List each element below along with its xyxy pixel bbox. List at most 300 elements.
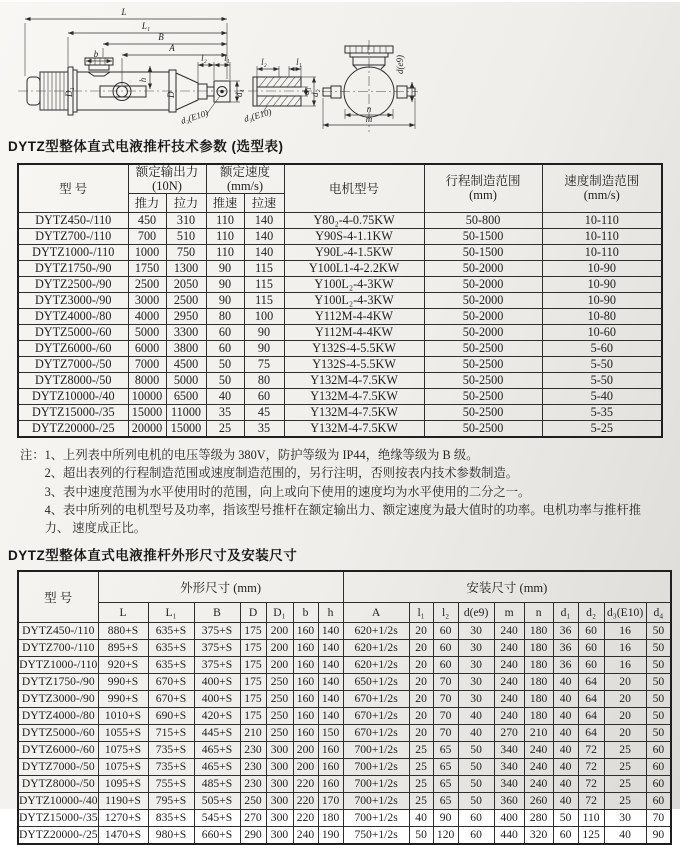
table-cell: Y90L-4-1.5KW <box>284 244 424 260</box>
table-cell: 70 <box>433 673 458 690</box>
table-row <box>18 639 671 656</box>
table-cell: 660+S <box>194 826 240 844</box>
table-cell: 180 <box>524 673 553 690</box>
table-cell: 200 <box>266 622 293 639</box>
col-header-push-force: 推力 <box>128 193 166 212</box>
table-cell: DYTZ10000-/40 <box>18 388 128 404</box>
table-row <box>18 308 662 324</box>
column-header: d₄ <box>646 602 671 622</box>
table-cell: 175 <box>240 639 266 656</box>
table-cell: Y90S-4-1.1KW <box>284 228 424 244</box>
table-cell: 160 <box>293 622 318 639</box>
table-cell: 300 <box>266 792 293 809</box>
table-cell: 40 <box>553 758 578 775</box>
col-header-speed-range-unit: (mm/s) <box>583 188 620 203</box>
table-row <box>18 826 671 844</box>
table-cell: 160 <box>293 707 318 724</box>
table-cell: 735+S <box>148 741 194 758</box>
note-item-2: 2、超出表列的行程制造范围或速度制造范围的，另行注明，否则按表内技术参数制造。 <box>44 466 519 481</box>
table-cell: 36 <box>553 622 578 639</box>
table-cell: 90 <box>646 826 671 844</box>
table-cell: 30 <box>458 639 494 656</box>
table-cell: 50 <box>646 724 671 741</box>
table-cell: 485+S <box>194 775 240 792</box>
table-cell: 50 <box>458 775 494 792</box>
table-cell: 230 <box>240 758 266 775</box>
table-cell: 200 <box>266 656 293 673</box>
table-row <box>18 792 671 809</box>
table-cell: 175 <box>240 707 266 724</box>
table-cell: 110 <box>206 244 244 260</box>
table-cell: 180 <box>524 656 553 673</box>
table-cell: 5-40 <box>542 388 662 404</box>
table-cell: 50 <box>458 792 494 809</box>
table-cell: 40 <box>553 792 578 809</box>
table-cell: 60 <box>244 388 284 404</box>
table-cell: DYTZ5000-/60 <box>18 324 128 340</box>
table-row <box>18 372 662 388</box>
dim-label-m: m <box>365 114 373 124</box>
table-cell: 50 <box>646 639 671 656</box>
table-cell: 25 <box>604 792 646 809</box>
table-cell: 20 <box>604 707 646 724</box>
table-cell: 10-110 <box>542 228 662 244</box>
dim-label-d3: d₃(E10) <box>179 107 210 126</box>
column-header: d₃(E10) <box>604 602 646 622</box>
table-cell: Y112M-4-4KW <box>284 308 424 324</box>
table-cell: 3000 <box>128 292 166 308</box>
table-cell: 65 <box>433 758 458 775</box>
table-cell: 375+S <box>194 622 240 639</box>
table-cell: 220 <box>293 775 318 792</box>
table-cell: 140 <box>318 690 343 707</box>
table-cell: 210 <box>524 724 553 741</box>
table-cell: 700+1/2s <box>343 792 409 809</box>
table-cell: 835+S <box>148 809 194 826</box>
table-cell: 400+S <box>194 673 240 690</box>
col-header-output-force <box>128 164 206 194</box>
table-cell: 115 <box>244 292 284 308</box>
table-cell: 3300 <box>166 324 206 340</box>
table-cell: 50 <box>646 656 671 673</box>
dimension-table <box>17 570 672 845</box>
table-cell: 10-90 <box>542 276 662 292</box>
table-cell: DYTZ4000-/80 <box>18 308 128 324</box>
table-cell: 60 <box>646 792 671 809</box>
table-cell: 240 <box>494 690 524 707</box>
table-cell: 240 <box>494 707 524 724</box>
col-header-model: 型 号 <box>18 164 128 213</box>
table-cell: 60 <box>553 826 578 844</box>
table-cell: 180 <box>318 809 343 826</box>
table-cell: 310 <box>166 212 206 228</box>
technical-drawing <box>0 2 680 135</box>
table-cell: 6000 <box>128 340 166 356</box>
col-header-rated-speed-unit: (mm/s) <box>226 178 264 193</box>
table-cell: 11000 <box>166 404 206 420</box>
table-cell: 110 <box>206 212 244 228</box>
table-cell: 260 <box>524 792 553 809</box>
table-cell: DYTZ3000-/90 <box>18 292 128 308</box>
table-cell: 20 <box>409 622 433 639</box>
table-cell: 300 <box>266 809 293 826</box>
table-cell: 160 <box>318 775 343 792</box>
table-cell: 40 <box>553 724 578 741</box>
table-cell: 64 <box>578 690 604 707</box>
table-cell: 35 <box>244 420 284 437</box>
table-cell: 40 <box>553 775 578 792</box>
table-cell: 70 <box>433 690 458 707</box>
table-cell: 50 <box>458 741 494 758</box>
col-header-install-dims: 安装尺寸 (mm) <box>343 571 671 603</box>
table-cell: DYTZ6000-/60 <box>18 741 98 758</box>
table-cell: 120 <box>433 826 458 844</box>
table-cell: Y132M-4-7.5KW <box>284 372 424 388</box>
table-cell: 5-50 <box>542 356 662 372</box>
table-cell: 90 <box>206 276 244 292</box>
table-row <box>18 292 662 308</box>
col-header-rated-speed-text: 额定速度 <box>220 164 271 179</box>
table-cell: 140 <box>318 707 343 724</box>
table-cell: 270 <box>494 724 524 741</box>
column-header: L <box>98 602 148 622</box>
table-cell: 220 <box>293 792 318 809</box>
table-cell: DYTZ2500-/90 <box>18 276 128 292</box>
table-cell: 735+S <box>148 758 194 775</box>
table-cell: 50-1500 <box>424 244 542 260</box>
table-cell: 140 <box>244 244 284 260</box>
column-header: l₂ <box>433 602 458 622</box>
table-cell: 620+1/2s <box>343 622 409 639</box>
table-cell: 620+1/2s <box>343 639 409 656</box>
table-cell: 670+1/2s <box>343 724 409 741</box>
dim-label-l1: l₁ <box>224 53 230 63</box>
table-row <box>18 212 662 228</box>
dim-label-A: A <box>169 43 175 53</box>
col-header-speed-range <box>542 164 662 213</box>
table-cell: 1055+S <box>98 724 148 741</box>
dim-label-B: B <box>158 32 164 42</box>
side-view <box>18 7 244 126</box>
table-cell: 50-2500 <box>424 404 542 420</box>
table-cell: 1190+S <box>98 792 148 809</box>
table-cell: 200 <box>293 758 318 775</box>
table-cell: 70 <box>433 724 458 741</box>
table-cell: 40 <box>553 690 578 707</box>
table-cell: 20 <box>409 690 433 707</box>
table-cell: 40 <box>553 673 578 690</box>
dim-label-n: n <box>366 104 372 114</box>
table-cell: 715+S <box>148 724 194 741</box>
table-cell: 465+S <box>194 741 240 758</box>
table-cell: 160 <box>293 673 318 690</box>
table-cell: 50-2500 <box>424 420 542 437</box>
table-cell: 2950 <box>166 308 206 324</box>
column-header: l₁ <box>409 602 433 622</box>
table-cell: 1000 <box>128 244 166 260</box>
table-cell: 50 <box>409 826 433 844</box>
table-cell: 1470+S <box>98 826 148 844</box>
notes-items <box>45 446 657 538</box>
table-cell: 7000 <box>128 356 166 372</box>
table-cell: 700+1/2s <box>343 741 409 758</box>
table-cell: DYTZ15000-/35 <box>19 811 98 825</box>
table-cell: 250 <box>240 792 266 809</box>
table-row <box>18 420 662 437</box>
table-cell: 250 <box>266 673 293 690</box>
dim-label-D: D <box>166 91 176 98</box>
table-cell: 920+S <box>98 656 148 673</box>
table-cell: 75 <box>244 356 284 372</box>
table-cell: 750+1/2s <box>343 826 409 844</box>
table-cell: 50-2000 <box>424 324 542 340</box>
table-cell: 50-2500 <box>424 372 542 388</box>
table-cell: 140 <box>318 656 343 673</box>
table-cell: 30 <box>458 622 494 639</box>
table-cell: 30 <box>458 656 494 673</box>
table-cell: 10-60 <box>542 324 662 340</box>
table-cell: 545+S <box>194 809 240 826</box>
table-cell: 100 <box>244 308 284 324</box>
table-cell: 8000 <box>128 372 166 388</box>
table-cell: 3800 <box>166 340 206 356</box>
table-cell: 980+S <box>148 826 194 844</box>
table-cell: 64 <box>578 673 604 690</box>
column-header: L₁ <box>148 602 194 622</box>
table-cell: 650+1/2s <box>343 673 409 690</box>
table-cell: 30 <box>604 809 646 826</box>
dim-label-D1: D₁ <box>64 87 74 97</box>
dim-label-de9: d(e9) <box>395 55 405 74</box>
dim-label-fork-l2: l₂ <box>261 57 267 67</box>
table-cell: 64 <box>578 707 604 724</box>
table-cell: 300 <box>266 741 293 758</box>
table-cell: 635+S <box>148 639 194 656</box>
table-cell: 20000 <box>128 420 166 437</box>
table-cell: 700 <box>128 228 166 244</box>
document-page <box>0 2 680 842</box>
table-cell: 175 <box>240 656 266 673</box>
table-cell: 505+S <box>194 792 240 809</box>
column-header: b <box>293 602 318 622</box>
end-view <box>322 40 418 132</box>
table-cell: 635+S <box>148 622 194 639</box>
table-cell: 1750 <box>128 260 166 276</box>
table-cell: 340 <box>494 758 524 775</box>
table-cell: 20 <box>409 724 433 741</box>
table-cell: 20 <box>409 656 433 673</box>
table-row <box>18 741 671 758</box>
table-cell: 60 <box>433 639 458 656</box>
table-cell: DYTZ8000-/50 <box>18 372 128 388</box>
column-header: D₁ <box>266 602 293 622</box>
table-cell: 340 <box>494 775 524 792</box>
table-cell: Y100L₂-4-3KW <box>284 292 424 308</box>
dim-label-d4: d₄ <box>234 89 244 97</box>
spec-table-title: DYTZ型整体直式电液推杆技术参数 (选型表) <box>8 139 284 154</box>
note-item-3: 3、表中速度范围为水平使用时的范围，向上或向下使用的速度均为水平使用的二分之一。 <box>44 484 531 499</box>
table-row <box>18 260 662 276</box>
table-cell: 60 <box>433 622 458 639</box>
col-header-push-speed: 推速 <box>206 193 244 212</box>
table-cell: 50 <box>458 758 494 775</box>
table-cell: 72 <box>578 741 604 758</box>
table-cell: 60 <box>458 809 494 826</box>
table-cell: 160 <box>293 656 318 673</box>
table-cell: 36 <box>553 639 578 656</box>
dimension-table-title: DYTZ型整体直式电液推杆外形尺寸及安装尺寸 <box>8 547 298 563</box>
table-cell: 115 <box>244 276 284 292</box>
table-cell: 160 <box>318 758 343 775</box>
table-cell: 25 <box>409 758 433 775</box>
table-cell: 1075+S <box>98 758 148 775</box>
table-cell: 250 <box>266 690 293 707</box>
table-cell: 10-90 <box>542 260 662 276</box>
table-cell: 280 <box>524 809 553 826</box>
table-cell: Y112M-4-4KW <box>284 324 424 340</box>
table-cell: 320 <box>524 826 553 844</box>
dim-label-L: L <box>121 7 127 17</box>
table-cell: 20 <box>604 690 646 707</box>
table-cell: 64 <box>578 724 604 741</box>
table-cell: 1270+S <box>98 809 148 826</box>
table-cell: 175 <box>240 690 266 707</box>
table-cell: 700+1/2s <box>343 758 409 775</box>
note-item-4: 4、表中所列的电机型号及功率，指该型号推杆在额定输出力、额定速度为最大值时的功率。电机功率与推杆推力、 速度成正比。 <box>44 503 642 536</box>
table-cell: 16 <box>604 622 646 639</box>
table-cell: 115 <box>244 260 284 276</box>
table-cell: 50 <box>553 809 578 826</box>
table-cell: Y132M-4-7.5KW <box>284 404 424 420</box>
table-cell: 25 <box>604 775 646 792</box>
table-cell: 240 <box>524 741 553 758</box>
table-cell: 10-90 <box>542 292 662 308</box>
table-cell: 60 <box>433 656 458 673</box>
table-row <box>18 404 662 420</box>
table-cell: DYTZ1750-/90 <box>18 260 128 276</box>
table-cell: 755+S <box>148 775 194 792</box>
table-cell: 4500 <box>166 356 206 372</box>
table-cell: 50-2500 <box>424 356 542 372</box>
table-cell: 50-2000 <box>424 292 542 308</box>
table-cell: 420+S <box>194 707 240 724</box>
table-cell: 440 <box>494 826 524 844</box>
table-cell: 700+1/2s <box>343 809 409 826</box>
table-row <box>18 690 671 707</box>
table-cell: 72 <box>578 758 604 775</box>
table-row <box>18 809 671 826</box>
table-cell: DYTZ6000-/60 <box>18 340 128 356</box>
table-row <box>18 276 662 292</box>
table-cell: 60 <box>578 639 604 656</box>
column-header: d₂ <box>578 602 604 622</box>
table-cell: 670+S <box>148 673 194 690</box>
table-cell: 50-2000 <box>424 260 542 276</box>
table-cell: 240 <box>524 775 553 792</box>
table-cell: 36 <box>553 656 578 673</box>
column-header: B <box>194 602 240 622</box>
table-cell: 895+S <box>98 639 148 656</box>
table-cell: 150 <box>318 724 343 741</box>
table-cell: 50 <box>206 372 244 388</box>
table-cell: 50 <box>206 356 244 372</box>
table-cell: 700+1/2s <box>343 775 409 792</box>
table-cell: 240 <box>494 639 524 656</box>
table-cell: 60 <box>578 656 604 673</box>
table-cell: 210 <box>240 724 266 741</box>
table-cell: 60 <box>206 324 244 340</box>
table-cell: 20 <box>409 639 433 656</box>
table-cell: 65 <box>433 741 458 758</box>
table-cell: 50-2500 <box>424 388 542 404</box>
table-cell: 1010+S <box>98 707 148 724</box>
table-cell: 990+S <box>98 690 148 707</box>
table-cell: 15000 <box>128 404 166 420</box>
col-header-stroke-range-text: 行程制造范围 <box>445 174 521 189</box>
table-cell: 160 <box>293 724 318 741</box>
table-cell: Y100L1-4-2.2KW <box>284 260 424 276</box>
table-row <box>18 707 671 724</box>
table-cell: 72 <box>578 792 604 809</box>
table-cell: 880+S <box>98 622 148 639</box>
table-cell: Y132S-4-5.5KW <box>284 340 424 356</box>
table-cell: 190 <box>318 826 343 844</box>
table-cell: DYTZ5000-/60 <box>18 724 98 741</box>
col-header-motor: 电机型号 <box>284 164 424 213</box>
table-cell: Y100L₂-4-3KW <box>284 276 424 292</box>
table-cell: 6500 <box>166 388 206 404</box>
table-row <box>18 244 662 260</box>
table-cell: 25 <box>409 741 433 758</box>
table-cell: 10-110 <box>542 212 662 228</box>
table-cell: 375+S <box>194 656 240 673</box>
table-cell: 670+1/2s <box>343 707 409 724</box>
table-cell: 16 <box>604 639 646 656</box>
table-cell: 1095+S <box>98 775 148 792</box>
table-cell: 60 <box>578 622 604 639</box>
column-header: n <box>524 602 553 622</box>
table-row <box>18 656 671 673</box>
table-cell: 240 <box>494 673 524 690</box>
table-cell: 50 <box>646 673 671 690</box>
table-cell: 110 <box>578 809 604 826</box>
table-cell: 400 <box>494 809 524 826</box>
table-cell: 90 <box>244 324 284 340</box>
table-cell: 140 <box>244 212 284 228</box>
note-item-1: 1、上列表中所列电机的电压等级为 380V，防护等级为 IP44，绝缘等级为 B 级。 <box>44 447 479 462</box>
table-cell: 400+S <box>194 690 240 707</box>
table-cell: 10000 <box>128 388 166 404</box>
table-row <box>18 758 671 775</box>
table-row <box>18 324 662 340</box>
table-cell: 450 <box>128 212 166 228</box>
table-cell: 10-80 <box>542 308 662 324</box>
table-cell: 25 <box>409 775 433 792</box>
table-cell: 50-2500 <box>424 340 542 356</box>
table-cell: 140 <box>318 639 343 656</box>
table-cell: 60 <box>646 741 671 758</box>
table-cell: 20 <box>409 707 433 724</box>
table-cell: DYTZ20000-/25 <box>18 420 128 437</box>
table-cell: 620+1/2s <box>343 656 409 673</box>
col-header-output-force-unit: (10N) <box>152 178 182 193</box>
table-cell: 5-60 <box>542 340 662 356</box>
table-cell: DYTZ15000-/35 <box>18 404 128 420</box>
table-cell: 40 <box>206 388 244 404</box>
table-row <box>18 340 662 356</box>
table-cell: 40 <box>458 724 494 741</box>
table-cell: 140 <box>318 622 343 639</box>
